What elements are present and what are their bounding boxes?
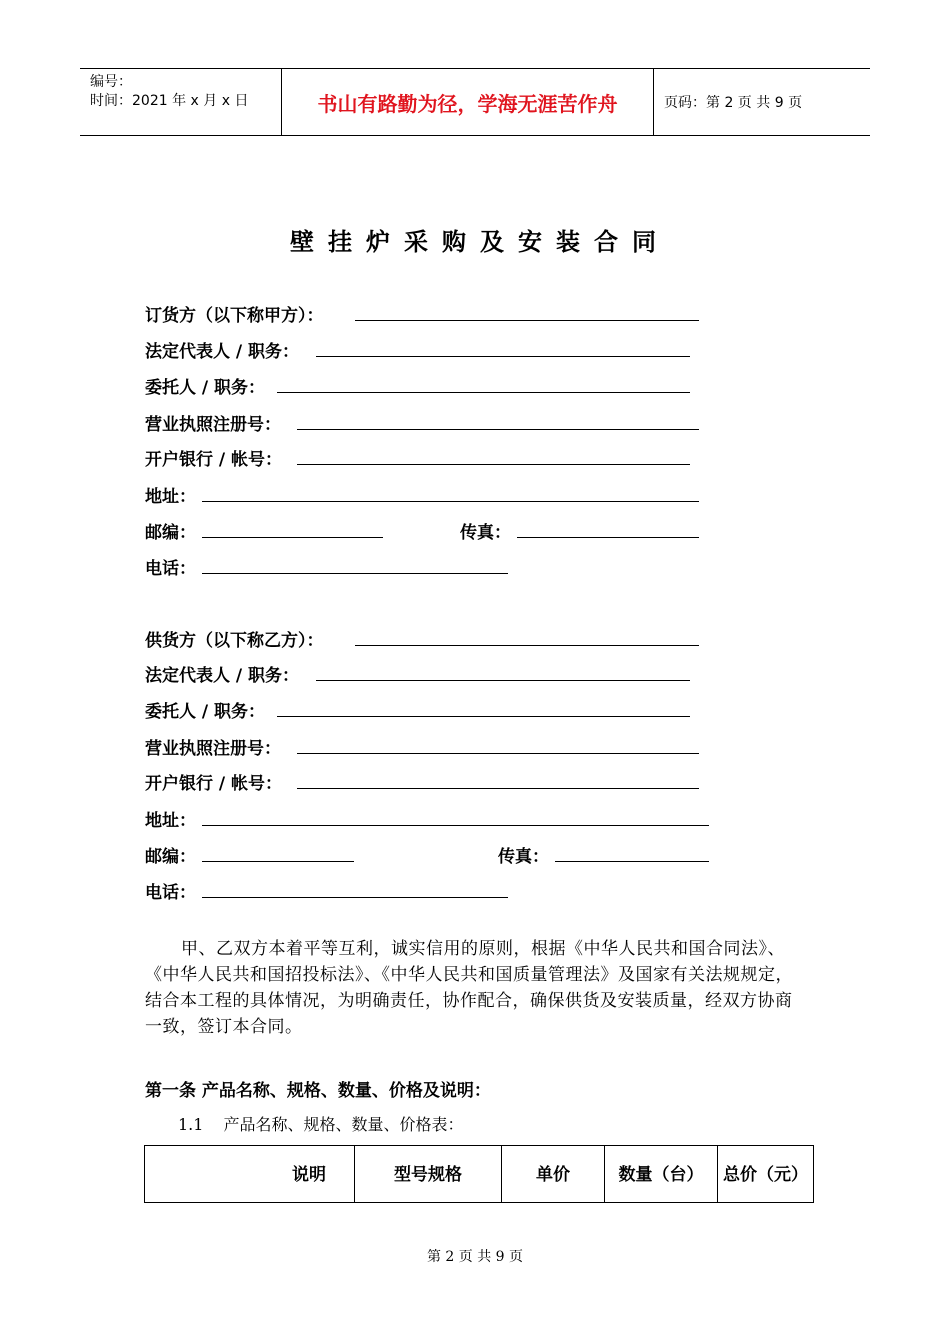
party-b-rep-label: 法定代表人 / 职务： xyxy=(145,666,300,686)
col-description: 说明 xyxy=(145,1146,355,1203)
col-model: 型号规格 xyxy=(355,1146,502,1203)
party-a-address-blank[interactable] xyxy=(202,501,699,502)
party-a-agent-label: 委托人 / 职务： xyxy=(145,378,266,398)
party-a-phone-label: 电话： xyxy=(145,559,196,579)
party-b-license-blank[interactable] xyxy=(297,753,699,754)
party-a-bank-blank[interactable] xyxy=(297,464,690,465)
party-a-rep-label: 法定代表人 / 职务： xyxy=(145,342,300,362)
header-motto xyxy=(282,69,654,135)
party-b-address-blank[interactable] xyxy=(202,825,709,826)
party-a-name-label: 订货方（以下称甲方）： xyxy=(145,306,324,326)
party-a-phone-blank[interactable] xyxy=(202,573,508,574)
party-a-postcode-blank[interactable] xyxy=(202,537,383,538)
party-b-phone-blank[interactable] xyxy=(202,897,508,898)
motto-text: 书山有路勤为径，学海无涯苦作舟 xyxy=(317,91,618,116)
party-a-fax-label: 传真： xyxy=(460,523,511,543)
header-meta xyxy=(80,69,282,135)
party-a-rep-blank[interactable] xyxy=(316,356,690,357)
party-b-address-label: 地址： xyxy=(145,811,196,831)
clause-number: 1.1 xyxy=(178,1115,204,1134)
party-a-bank-label: 开户银行 / 帐号： xyxy=(145,450,283,470)
page-number-label: 页码：第 2 页 共 9 页 xyxy=(664,95,803,111)
party-a-agent-blank[interactable] xyxy=(277,392,690,393)
party-b-fax-blank[interactable] xyxy=(555,861,709,862)
party-b-agent-label: 委托人 / 职务： xyxy=(145,702,266,722)
party-b-fax-label: 传真： xyxy=(498,847,549,867)
party-b-bank-blank[interactable] xyxy=(297,788,699,789)
intro-paragraph: 甲、乙双方本着平等互利，诚实信用的原则，根据《中华人民共和国合同法》、《中华人民共和国招投标法》、《中华人民共和国质量管理法》及国家有关法规规定，结合本工程的具体情况，为明确责任，协作配合，确保供货及安装质量，经双方协商一致，签订本合同。 xyxy=(145,939,793,1037)
party-b-name-blank[interactable] xyxy=(355,645,699,646)
number-label: 编号： xyxy=(90,74,132,90)
party-b-postcode-label: 邮编： xyxy=(145,847,196,867)
col-unit-price: 单价 xyxy=(502,1146,605,1203)
table-header-row xyxy=(145,1146,814,1203)
party-a-license-blank[interactable] xyxy=(297,429,699,430)
article-1-1 xyxy=(178,1112,463,1135)
party-a-fax-blank[interactable] xyxy=(517,537,699,538)
party-a-postcode-label: 邮编： xyxy=(145,523,196,543)
page-footer: 第 2 页 共 9 页 xyxy=(426,1249,524,1265)
party-b-phone-label: 电话： xyxy=(145,883,196,903)
time-label: 时间：2021 年 x 月 x 日 xyxy=(90,93,249,109)
party-b-license-label: 营业执照注册号： xyxy=(145,739,281,759)
product-table xyxy=(144,1145,814,1203)
article-1-heading: 第一条 产品名称、规格、数量、价格及说明： xyxy=(145,1081,491,1101)
page-header xyxy=(80,68,870,136)
col-total: 总价（元） xyxy=(718,1146,814,1203)
party-b-agent-blank[interactable] xyxy=(277,716,690,717)
party-a-name-blank[interactable] xyxy=(355,320,699,321)
document-title: 壁挂炉采购及安装合同 xyxy=(290,228,670,256)
party-b-bank-label: 开户银行 / 帐号： xyxy=(145,774,283,794)
clause-text: 产品名称、规格、数量、价格表： xyxy=(223,1115,464,1134)
col-quantity: 数量（台） xyxy=(605,1146,718,1203)
party-b-postcode-blank[interactable] xyxy=(202,861,354,862)
party-b-rep-blank[interactable] xyxy=(316,680,690,681)
party-a-address-label: 地址： xyxy=(145,487,196,507)
party-a-license-label: 营业执照注册号： xyxy=(145,415,281,435)
party-b-name-label: 供货方（以下称乙方）： xyxy=(145,631,324,651)
